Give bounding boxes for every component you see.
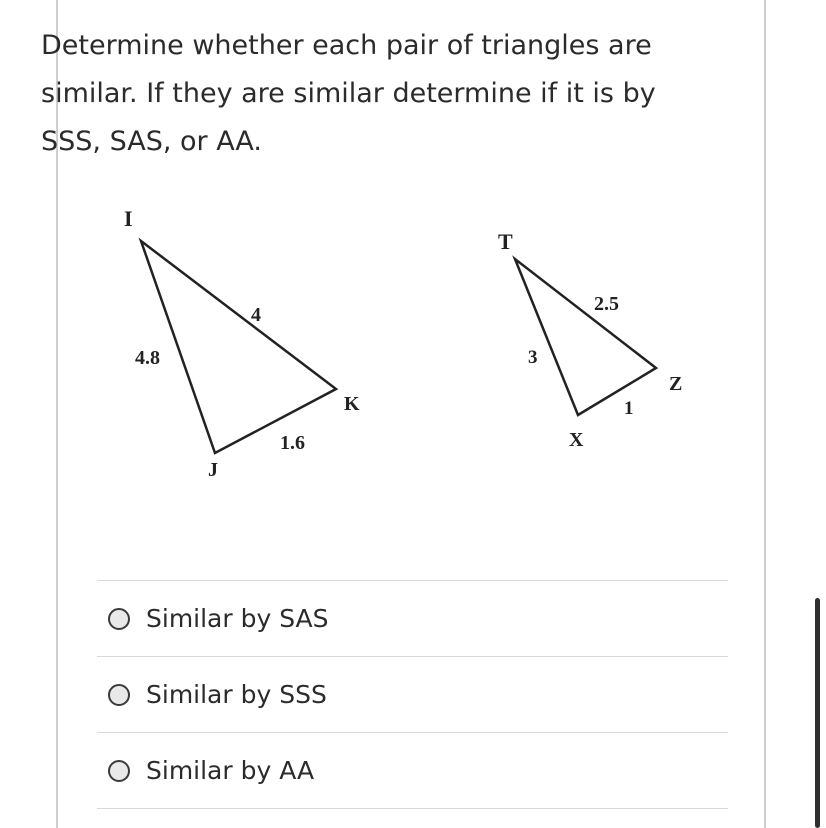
triangle-ijk [141, 241, 336, 453]
question-line-3: SSS, SAS, or AA. [41, 126, 262, 157]
label-side-tz: 2.5 [594, 293, 619, 315]
scrollbar[interactable] [815, 598, 820, 828]
choice-label: Similar by SSS [146, 680, 327, 709]
label-side-ij: 4.8 [135, 347, 160, 369]
question-line-1: Determine whether each pair of triangles are [41, 30, 652, 61]
triangle-txz [515, 259, 656, 415]
choice-similar-by-sas[interactable] [97, 580, 728, 656]
choice-similar-by-sss[interactable] [97, 656, 728, 732]
choice-label: Similar by AA [146, 756, 315, 785]
label-side-jk: 1.6 [280, 432, 305, 454]
label-vertex-x: X [569, 429, 584, 451]
answer-choices [97, 580, 728, 809]
label-vertex-t: T [498, 229, 513, 254]
radio-button[interactable] [108, 608, 130, 630]
radio-button[interactable] [108, 760, 130, 782]
label-side-ik: 4 [251, 304, 261, 326]
label-vertex-i: I [124, 206, 133, 231]
question-line-2: similar. If they are similar determine if it is by [41, 78, 656, 109]
label-vertex-k: K [344, 393, 360, 415]
label-side-xz: 1 [624, 398, 634, 419]
choice-similar-by-aa[interactable] [97, 732, 728, 809]
label-side-tx: 3 [528, 347, 538, 368]
label-vertex-z: Z [669, 373, 683, 395]
label-vertex-j: J [208, 459, 218, 481]
radio-button[interactable] [108, 684, 130, 706]
choice-label: Similar by SAS [146, 604, 329, 633]
